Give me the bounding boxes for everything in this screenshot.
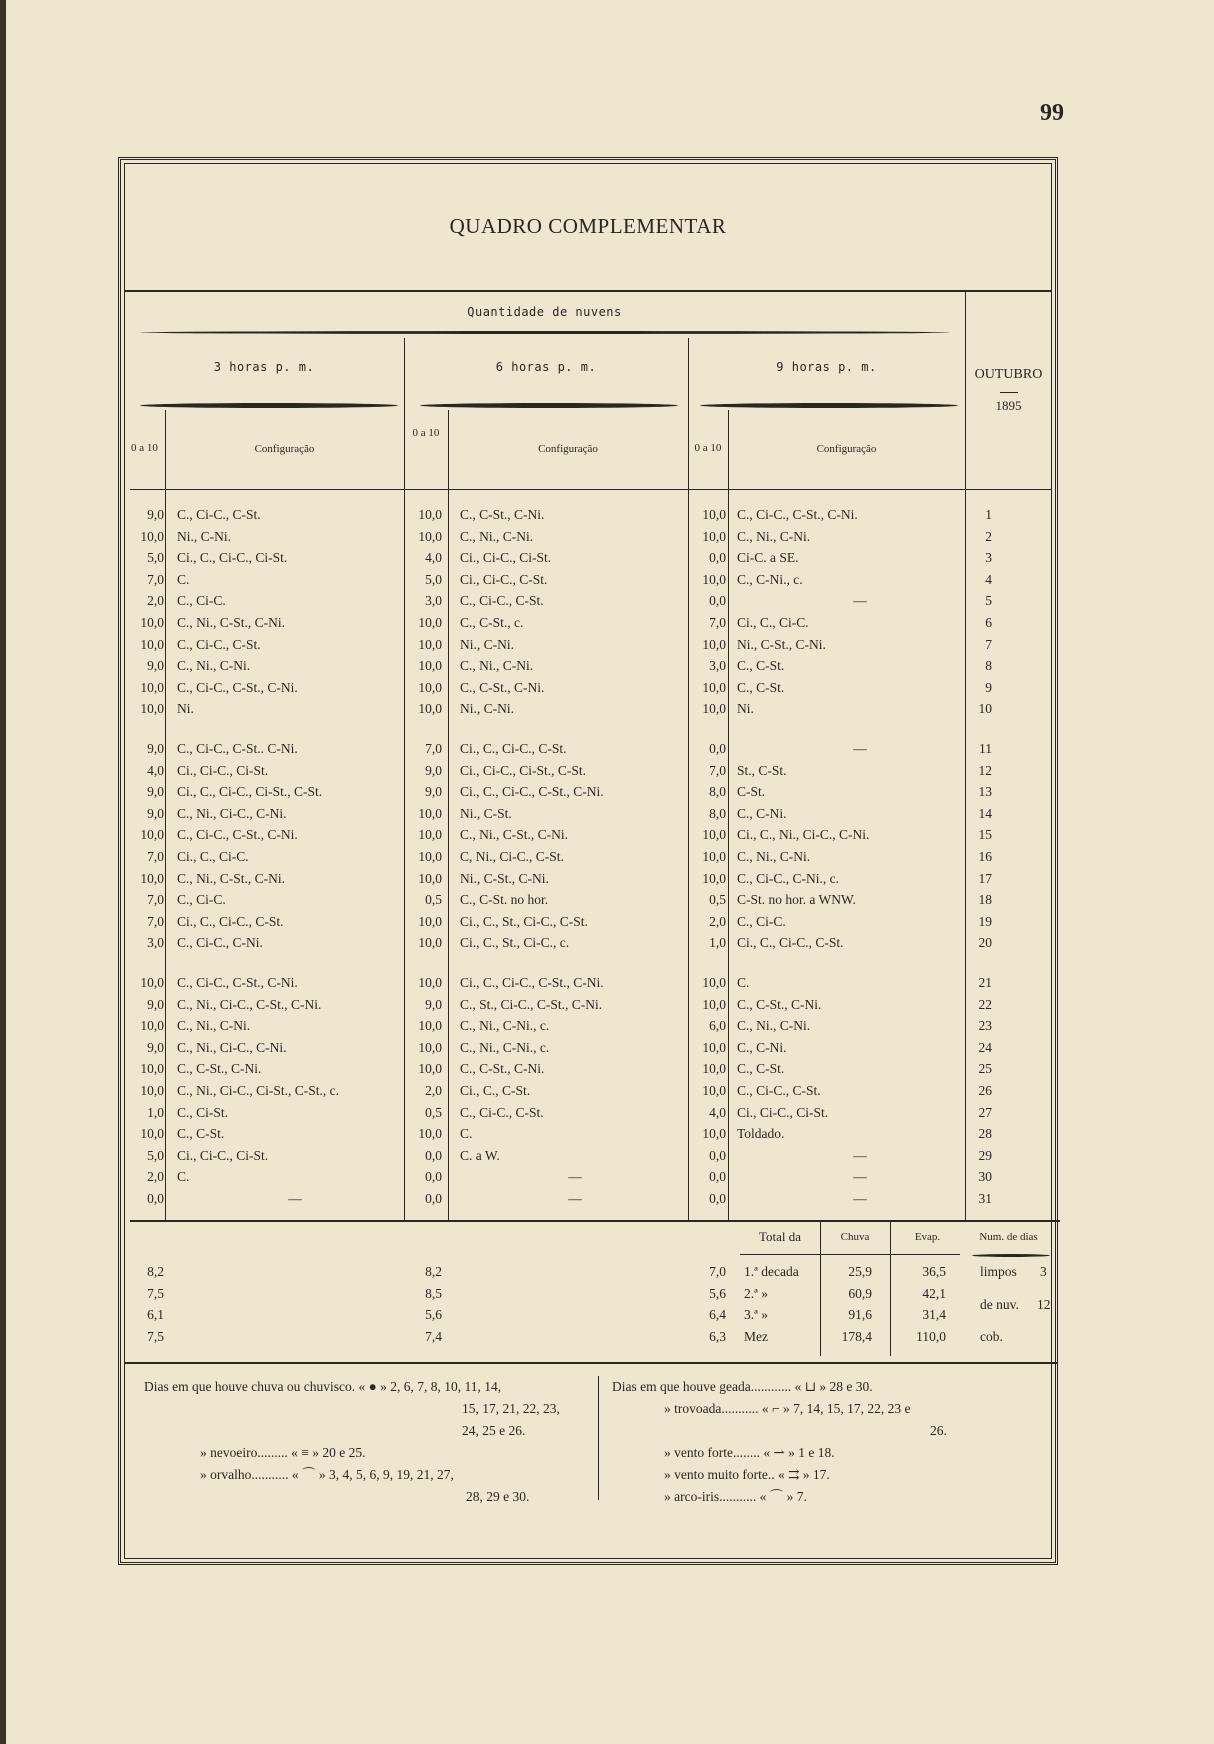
- config-9pm: C., C-Ni.: [737, 1039, 787, 1055]
- amount-3pm: 10,0: [140, 636, 164, 652]
- amount-header-2: 0 a 10: [412, 427, 440, 439]
- amount-3pm: 9,0: [147, 805, 164, 821]
- summary-top-rule: [130, 1220, 1060, 1222]
- config-3pm: C., Ci-C., C-St., C-Ni.: [177, 679, 298, 695]
- totals-header-rule: [740, 1254, 960, 1255]
- config-3pm: Ni., C-Ni.: [177, 528, 231, 544]
- mean-9pm: 6,4: [709, 1307, 726, 1323]
- config-9pm: C., C-St.: [737, 679, 785, 695]
- config-9pm: C., C-St.: [737, 1061, 785, 1077]
- config-6pm: C.: [460, 1126, 473, 1142]
- config-6pm: C., C-St., C-Ni.: [460, 1061, 545, 1077]
- amount-9pm: 0,0: [709, 550, 726, 566]
- day-number: 17: [978, 870, 992, 886]
- amount-6pm: 3,0: [425, 593, 442, 609]
- config-9pm: Ni., C-St., C-Ni.: [737, 636, 826, 652]
- mean-3pm: 8,2: [147, 1264, 164, 1279]
- amount-6pm: 9,0: [425, 996, 442, 1012]
- day-number: 20: [978, 935, 992, 951]
- amount-6pm: 10,0: [418, 701, 442, 717]
- config-3pm: C.: [177, 1169, 190, 1185]
- chuva-label: Chuva: [840, 1231, 870, 1243]
- limpos-value: 3: [1040, 1264, 1047, 1279]
- footer-orvalho-line-1: » orvalho........... « ⌒ » 3, 4, 5, 6, 9, 19, 21, 27,: [200, 1467, 454, 1482]
- config-3pm: C., Ci-C., C-Ni.: [177, 935, 263, 951]
- config-3pm: C., Ni., C-St., C-Ni.: [177, 615, 286, 630]
- amount-9pm: 10,0: [702, 1061, 726, 1077]
- footer-orvalho-line-2: 28, 29 e 30.: [466, 1489, 530, 1504]
- footer-vento-muito-forte: » vento muito forte.. « ⇉ » 17.: [664, 1467, 830, 1482]
- amount-6pm: 10,0: [418, 805, 442, 821]
- amount-9pm: 7,0: [709, 615, 726, 630]
- de-nuv-label: de nuv.: [980, 1297, 1019, 1312]
- day-number: 19: [978, 913, 992, 929]
- amount-9pm: 10,0: [702, 1083, 726, 1098]
- config-3pm: C., Ni., C-Ni.: [177, 658, 251, 674]
- amount-divider-1: [165, 410, 166, 1220]
- num-dias-rule: [972, 1254, 1050, 1257]
- config-9pm: C., C-Ni.: [737, 805, 787, 821]
- amount-9pm: 0,5: [709, 892, 726, 908]
- config-9pm: C., Ci-C., C-St., C-Ni.: [737, 507, 858, 522]
- amount-3pm: 4,0: [147, 762, 164, 778]
- evap-value: 36,5: [922, 1264, 946, 1279]
- mean-3pm: 6,1: [147, 1307, 164, 1323]
- page-title: QUADRO COMPLEMENTAR: [449, 214, 727, 238]
- footer-chuva-line-1: Dias em que houve chuva ou chuvisco. « ● » 2, 6, 7, 8, 10, 11, 14,: [144, 1379, 502, 1394]
- amount-6pm: 10,0: [418, 507, 442, 522]
- footer-arco-iris: » arco-iris........... « ⌒ » 7.: [664, 1489, 807, 1504]
- amount-header-3: 0 a 10: [694, 442, 722, 454]
- empty-dash: —: [568, 1169, 582, 1185]
- amount-3pm: 10,0: [140, 827, 164, 843]
- period-header-6pm: 6 horas p. m.: [495, 360, 597, 374]
- amount-3pm: 5,0: [147, 550, 164, 566]
- amount-6pm: 10,0: [418, 1039, 442, 1055]
- amount-6pm: 10,0: [418, 1061, 442, 1077]
- amount-6pm: 10,0: [418, 849, 442, 864]
- config-3pm: Ci., C., Ci-C., Ci-St., C-St.: [177, 784, 323, 800]
- config-6pm: C., C-St., C-Ni.: [460, 507, 545, 522]
- config-6pm: C., Ni., C-Ni., c.: [460, 1039, 550, 1055]
- config-3pm: Ni.: [177, 701, 194, 717]
- amount-3pm: 0,0: [147, 1191, 164, 1206]
- amount-9pm: 10,0: [702, 636, 726, 652]
- amount-3pm: 9,0: [147, 507, 164, 522]
- empty-dash: —: [568, 1191, 582, 1206]
- amount-3pm: 9,0: [147, 741, 164, 756]
- footer-trovoada-line-1: » trovoada........... « ⌐ » 7, 14, 15, 17, 22, 23 e: [664, 1401, 911, 1416]
- amount-9pm: 8,0: [709, 784, 726, 800]
- config-6pm: Ci., C., Ci-C., C-St., C-Ni.: [460, 975, 604, 990]
- config-6pm: C. a W.: [460, 1147, 500, 1163]
- config-6pm: Ci., C., Ci-C., C-St.: [460, 741, 567, 756]
- config-9pm: C., Ni., C-Ni.: [737, 528, 811, 544]
- amount-3pm: 9,0: [147, 658, 164, 674]
- evap-value: 31,4: [922, 1307, 946, 1323]
- amount-6pm: 10,0: [418, 827, 442, 843]
- config-header-2: Configuração: [538, 443, 598, 455]
- day-number: 24: [978, 1039, 992, 1055]
- header-bottom-rule: [130, 489, 1052, 490]
- footer-vento-forte: » vento forte........ « ⇀ » 1 e 18.: [664, 1445, 835, 1460]
- group-header-rule: [140, 331, 950, 334]
- config-3pm: Ci., Ci-C., Ci-St.: [177, 1147, 269, 1163]
- config-6pm: C., C-St. no hor.: [460, 892, 549, 908]
- total-label: Total da: [758, 1229, 802, 1244]
- footer-divider: [598, 1376, 599, 1500]
- month-label: OUTUBRO: [974, 367, 1043, 382]
- config-3pm: C., Ci-C., C-St., C-Ni.: [177, 827, 298, 843]
- amount-3pm: 2,0: [147, 593, 164, 609]
- amount-header-1: 0 a 10: [131, 442, 158, 454]
- config-9pm: C., Ni., C-Ni.: [737, 1018, 811, 1034]
- amount-3pm: 7,0: [147, 892, 164, 908]
- amount-6pm: 10,0: [418, 935, 442, 951]
- title-divider: [124, 290, 1052, 292]
- config-9pm: C., Ci-C.: [737, 913, 786, 929]
- config-3pm: C., Ci-C., C-St.: [177, 507, 261, 522]
- config-6pm: Ni., C-St.: [460, 805, 512, 821]
- empty-dash: —: [853, 593, 867, 609]
- config-9pm: C-St. no hor. a WNW.: [737, 892, 856, 908]
- config-9pm: Ci., Ci-C., Ci-St.: [737, 1104, 829, 1120]
- amount-9pm: 10,0: [702, 528, 726, 544]
- day-number: 14: [978, 805, 992, 821]
- amount-divider-2: [448, 410, 449, 1220]
- month-year-rule: [1000, 392, 1018, 393]
- day-number: 7: [985, 636, 992, 652]
- config-6pm: C., C-St., c.: [460, 615, 524, 630]
- config-3pm: C., Ci-C.: [177, 892, 226, 908]
- config-header-1: Configuração: [254, 443, 315, 455]
- config-3pm: Ci., C., Ci-C., Ci-St.: [177, 550, 288, 566]
- config-3pm: Ci., C., Ci-C.: [177, 849, 249, 864]
- config-9pm: C., C-Ni., c.: [737, 571, 803, 587]
- config-3pm: C., Ci-C., C-St., C-Ni.: [177, 975, 298, 990]
- config-6pm: Ci., C., St., Ci-C., c.: [460, 935, 570, 951]
- amount-3pm: 10,0: [140, 1126, 164, 1142]
- amount-3pm: 2,0: [147, 1169, 164, 1185]
- amount-6pm: 0,0: [425, 1147, 442, 1163]
- config-9pm: C., Ci-C., C-Ni., c.: [737, 870, 840, 886]
- config-9pm: C.: [737, 975, 750, 990]
- amount-6pm: 10,0: [418, 870, 442, 886]
- footer-chuva-line-3: 24, 25 e 26.: [462, 1423, 526, 1438]
- amount-9pm: 0,0: [709, 1169, 726, 1185]
- amount-6pm: 10,0: [418, 1126, 442, 1142]
- config-3pm: C., Ci-C., C-St.. C-Ni.: [177, 741, 298, 756]
- day-number: 1: [985, 507, 992, 522]
- day-number: 29: [978, 1147, 992, 1163]
- amount-3pm: 5,0: [147, 1147, 164, 1163]
- amount-3pm: 9,0: [147, 1039, 164, 1055]
- amount-6pm: 9,0: [425, 784, 442, 800]
- footer-geada: Dias em que houve geada............ « ⊔ » 28 e 30.: [612, 1379, 873, 1394]
- config-9pm: Ci., C., Ci-C., C-St.: [737, 935, 844, 951]
- limpos-label: limpos: [980, 1264, 1017, 1279]
- config-6pm: C., Ni., C-St., C-Ni.: [460, 827, 569, 843]
- year-label: 1895: [995, 398, 1022, 413]
- num-dias-label: Num. de dias: [979, 1231, 1038, 1243]
- empty-dash: —: [288, 1191, 302, 1206]
- group-header: Quantidade de nuvens: [467, 305, 622, 319]
- mean-6pm: 5,6: [425, 1307, 442, 1323]
- chuva-value: 91,6: [848, 1307, 872, 1323]
- mean-6pm: 8,5: [425, 1285, 442, 1301]
- period-label: 2.ª »: [744, 1285, 768, 1301]
- amount-3pm: 3,0: [147, 935, 164, 951]
- footer-nevoeiro: » nevoeiro......... « ≡ » 20 e 25.: [200, 1445, 366, 1460]
- config-6pm: C., Ni., C-Ni.: [460, 528, 534, 544]
- amount-6pm: 10,0: [418, 1018, 442, 1034]
- config-6pm: C., C-St., C-Ni.: [460, 679, 545, 695]
- mean-9pm: 6,3: [709, 1328, 726, 1344]
- cob-label: cob.: [980, 1329, 1003, 1344]
- day-number: 11: [979, 741, 992, 756]
- config-3pm: C., Ni., Ci-C., C-Ni.: [177, 805, 287, 821]
- config-6pm: C., St., Ci-C., C-St., C-Ni.: [460, 996, 603, 1012]
- amount-9pm: 7,0: [709, 762, 726, 778]
- day-number: 6: [985, 615, 992, 630]
- amount-9pm: 10,0: [702, 701, 726, 717]
- config-9pm: C., C-St., C-Ni.: [737, 996, 822, 1012]
- period-rule-6pm: [420, 403, 678, 408]
- amount-9pm: 10,0: [702, 571, 726, 587]
- period-header-3pm: 3 horas p. m.: [213, 360, 315, 374]
- day-number: 31: [978, 1191, 992, 1206]
- config-6pm: Ci., C., St., Ci-C., C-St.: [460, 913, 588, 929]
- amount-6pm: 10,0: [418, 679, 442, 695]
- amount-3pm: 10,0: [140, 870, 164, 886]
- config-6pm: Ci., C., C-St.: [460, 1083, 531, 1098]
- day-number: 3: [985, 550, 992, 566]
- amount-6pm: 0,5: [425, 1104, 442, 1120]
- amount-6pm: 10,0: [418, 658, 442, 674]
- amount-9pm: 10,0: [702, 870, 726, 886]
- amount-3pm: 10,0: [140, 1061, 164, 1077]
- amount-9pm: 6,0: [709, 1018, 726, 1034]
- amount-3pm: 1,0: [147, 1104, 164, 1120]
- config-3pm: C., C-St.: [177, 1126, 225, 1142]
- day-number: 18: [978, 892, 992, 908]
- evap-value: 110,0: [916, 1328, 946, 1344]
- day-number: 15: [978, 827, 992, 843]
- amount-3pm: 10,0: [140, 701, 164, 717]
- amount-9pm: 0,0: [709, 1191, 726, 1206]
- config-9pm: Ci-C. a SE.: [737, 550, 799, 566]
- config-9pm: C-St.: [737, 784, 766, 800]
- period-label: Mez: [744, 1328, 768, 1344]
- mean-6pm: 7,4: [425, 1328, 442, 1344]
- amount-9pm: 0,0: [709, 593, 726, 609]
- empty-dash: —: [853, 1169, 867, 1185]
- amount-9pm: 10,0: [702, 1039, 726, 1055]
- day-number: 13: [978, 784, 992, 800]
- config-6pm: C., Ni., C-Ni.: [460, 658, 534, 674]
- amount-9pm: 10,0: [702, 975, 726, 990]
- period-divider-2: [688, 338, 689, 1220]
- amount-6pm: 10,0: [418, 975, 442, 990]
- amount-3pm: 10,0: [140, 1018, 164, 1034]
- amount-9pm: 4,0: [709, 1104, 726, 1120]
- chuva-value: 60,9: [848, 1285, 872, 1301]
- amount-9pm: 10,0: [702, 849, 726, 864]
- amount-6pm: 0,5: [425, 892, 442, 908]
- de-nuv-value: 12: [1037, 1297, 1051, 1312]
- period-label: 1.ª decada: [744, 1264, 799, 1279]
- evap-label: Evap.: [914, 1231, 941, 1243]
- config-9pm: C., Ni., C-Ni.: [737, 849, 811, 864]
- period-header-9pm: 9 horas p. m.: [776, 360, 877, 374]
- config-6pm: Ni., C-St., C-Ni.: [460, 870, 549, 886]
- day-number: 21: [978, 975, 992, 990]
- amount-9pm: 8,0: [709, 805, 726, 821]
- config-9pm: Ci., C., Ci-C.: [737, 615, 809, 630]
- amount-3pm: 7,0: [147, 913, 164, 929]
- day-number: 5: [985, 593, 992, 609]
- amount-3pm: 7,0: [147, 849, 164, 864]
- mean-9pm: 7,0: [709, 1264, 726, 1279]
- config-3pm: C., Ci-C., C-St.: [177, 636, 261, 652]
- day-number: 26: [978, 1083, 992, 1098]
- amount-6pm: 10,0: [418, 913, 442, 929]
- config-6pm: C., Ni., C-Ni., c.: [460, 1018, 550, 1034]
- config-3pm: C., C-St., C-Ni.: [177, 1061, 262, 1077]
- amount-9pm: 2,0: [709, 913, 726, 929]
- config-3pm: C.: [177, 571, 190, 587]
- period-rule-9pm: [700, 403, 958, 408]
- config-3pm: C., Ni., Ci-C., Ci-St., C-St., c.: [177, 1083, 340, 1098]
- chuva-value: 178,4: [841, 1328, 872, 1344]
- amount-9pm: 3,0: [709, 658, 726, 674]
- evap-value: 42,1: [922, 1285, 946, 1301]
- amount-6pm: 0,0: [425, 1169, 442, 1185]
- day-number: 22: [978, 996, 992, 1012]
- day-number: 27: [978, 1104, 992, 1120]
- empty-dash: —: [853, 1147, 867, 1163]
- period-rule-3pm: [140, 403, 398, 408]
- mean-9pm: 5,6: [709, 1285, 726, 1301]
- empty-dash: —: [853, 1191, 867, 1206]
- mean-3pm: 7,5: [147, 1328, 164, 1344]
- amount-9pm: 0,0: [709, 1147, 726, 1163]
- config-9pm: Toldado.: [737, 1126, 785, 1142]
- config-6pm: Ci., Ci-C., C-St.: [460, 571, 548, 587]
- amount-6pm: 9,0: [425, 762, 442, 778]
- amount-6pm: 4,0: [425, 550, 442, 566]
- footer-trovoada-line-2: 26.: [930, 1423, 947, 1438]
- config-6pm: Ci., Ci-C., Ci-St.: [460, 550, 552, 566]
- amount-3pm: 7,0: [147, 571, 164, 587]
- config-9pm: C., C-St.: [737, 658, 785, 674]
- amount-3pm: 9,0: [147, 784, 164, 800]
- config-3pm: Ci., Ci-C., Ci-St.: [177, 762, 269, 778]
- page-number: 99: [1040, 100, 1064, 126]
- day-number: 30: [978, 1169, 992, 1185]
- amount-9pm: 1,0: [709, 935, 726, 951]
- empty-dash: —: [853, 741, 867, 756]
- amount-9pm: 0,0: [709, 741, 726, 756]
- amount-6pm: 10,0: [418, 636, 442, 652]
- amount-6pm: 10,0: [418, 528, 442, 544]
- day-number: 12: [978, 762, 992, 778]
- config-6pm: Ni., C-Ni.: [460, 636, 514, 652]
- amount-6pm: 0,0: [425, 1191, 442, 1206]
- mean-3pm: 7,5: [147, 1285, 164, 1301]
- config-9pm: Ci., C., Ni., Ci-C., C-Ni.: [737, 827, 870, 843]
- config-9pm: Ni.: [737, 701, 754, 717]
- config-6pm: C., Ci-C., C-St.: [460, 593, 544, 609]
- day-number: 8: [985, 658, 992, 674]
- config-3pm: Ci., C., Ci-C., C-St.: [177, 913, 284, 929]
- config-9pm: St., C-St.: [737, 762, 787, 778]
- day-number: 16: [978, 849, 992, 864]
- amount-9pm: 10,0: [702, 679, 726, 695]
- footer-top-rule: [124, 1362, 1058, 1364]
- amount-divider-3: [728, 410, 729, 1220]
- amount-3pm: 9,0: [147, 996, 164, 1012]
- amount-3pm: 10,0: [140, 975, 164, 990]
- amount-3pm: 10,0: [140, 1083, 164, 1098]
- config-3pm: C., Ni., Ci-C., C-St., C-Ni.: [177, 996, 322, 1012]
- config-3pm: C., Ci-St.: [177, 1104, 229, 1120]
- day-number: 28: [978, 1126, 992, 1142]
- amount-6pm: 2,0: [425, 1083, 442, 1098]
- mean-6pm: 8,2: [425, 1264, 442, 1279]
- config-6pm: Ci., C., Ci-C., C-St., C-Ni.: [460, 784, 604, 800]
- day-number: 9: [985, 679, 992, 695]
- config-9pm: C., Ci-C., C-St.: [737, 1083, 821, 1098]
- amount-9pm: 10,0: [702, 827, 726, 843]
- amount-6pm: 10,0: [418, 615, 442, 630]
- amount-3pm: 10,0: [140, 528, 164, 544]
- config-3pm: C., Ni., C-St., C-Ni.: [177, 870, 286, 886]
- amount-9pm: 10,0: [702, 507, 726, 522]
- amount-9pm: 10,0: [702, 1126, 726, 1142]
- day-number: 23: [978, 1018, 992, 1034]
- amount-3pm: 10,0: [140, 615, 164, 630]
- config-6pm: Ci., Ci-C., Ci-St., C-St.: [460, 762, 587, 778]
- config-3pm: C., Ci-C.: [177, 593, 226, 609]
- day-number: 25: [978, 1061, 992, 1077]
- page-binding-edge: [0, 0, 6, 1744]
- day-number: 10: [978, 701, 992, 717]
- config-6pm: Ni., C-Ni.: [460, 701, 514, 717]
- config-3pm: C., Ni., Ci-C., C-Ni.: [177, 1039, 287, 1055]
- day-number: 2: [985, 528, 992, 544]
- config-6pm: C., Ci-C., C-St.: [460, 1104, 544, 1120]
- amount-6pm: 7,0: [425, 741, 442, 756]
- config-3pm: C., Ni., C-Ni.: [177, 1018, 251, 1034]
- chuva-value: 25,9: [848, 1264, 872, 1279]
- day-number: 4: [985, 571, 992, 587]
- footer-chuva-line-2: 15, 17, 21, 22, 23,: [462, 1401, 560, 1416]
- amount-9pm: 10,0: [702, 996, 726, 1012]
- config-6pm: C, Ni., Ci-C., C-St.: [460, 849, 564, 864]
- amount-6pm: 5,0: [425, 571, 442, 587]
- config-header-3: Configuração: [816, 443, 877, 455]
- amount-3pm: 10,0: [140, 679, 164, 695]
- period-label: 3.ª »: [744, 1307, 768, 1323]
